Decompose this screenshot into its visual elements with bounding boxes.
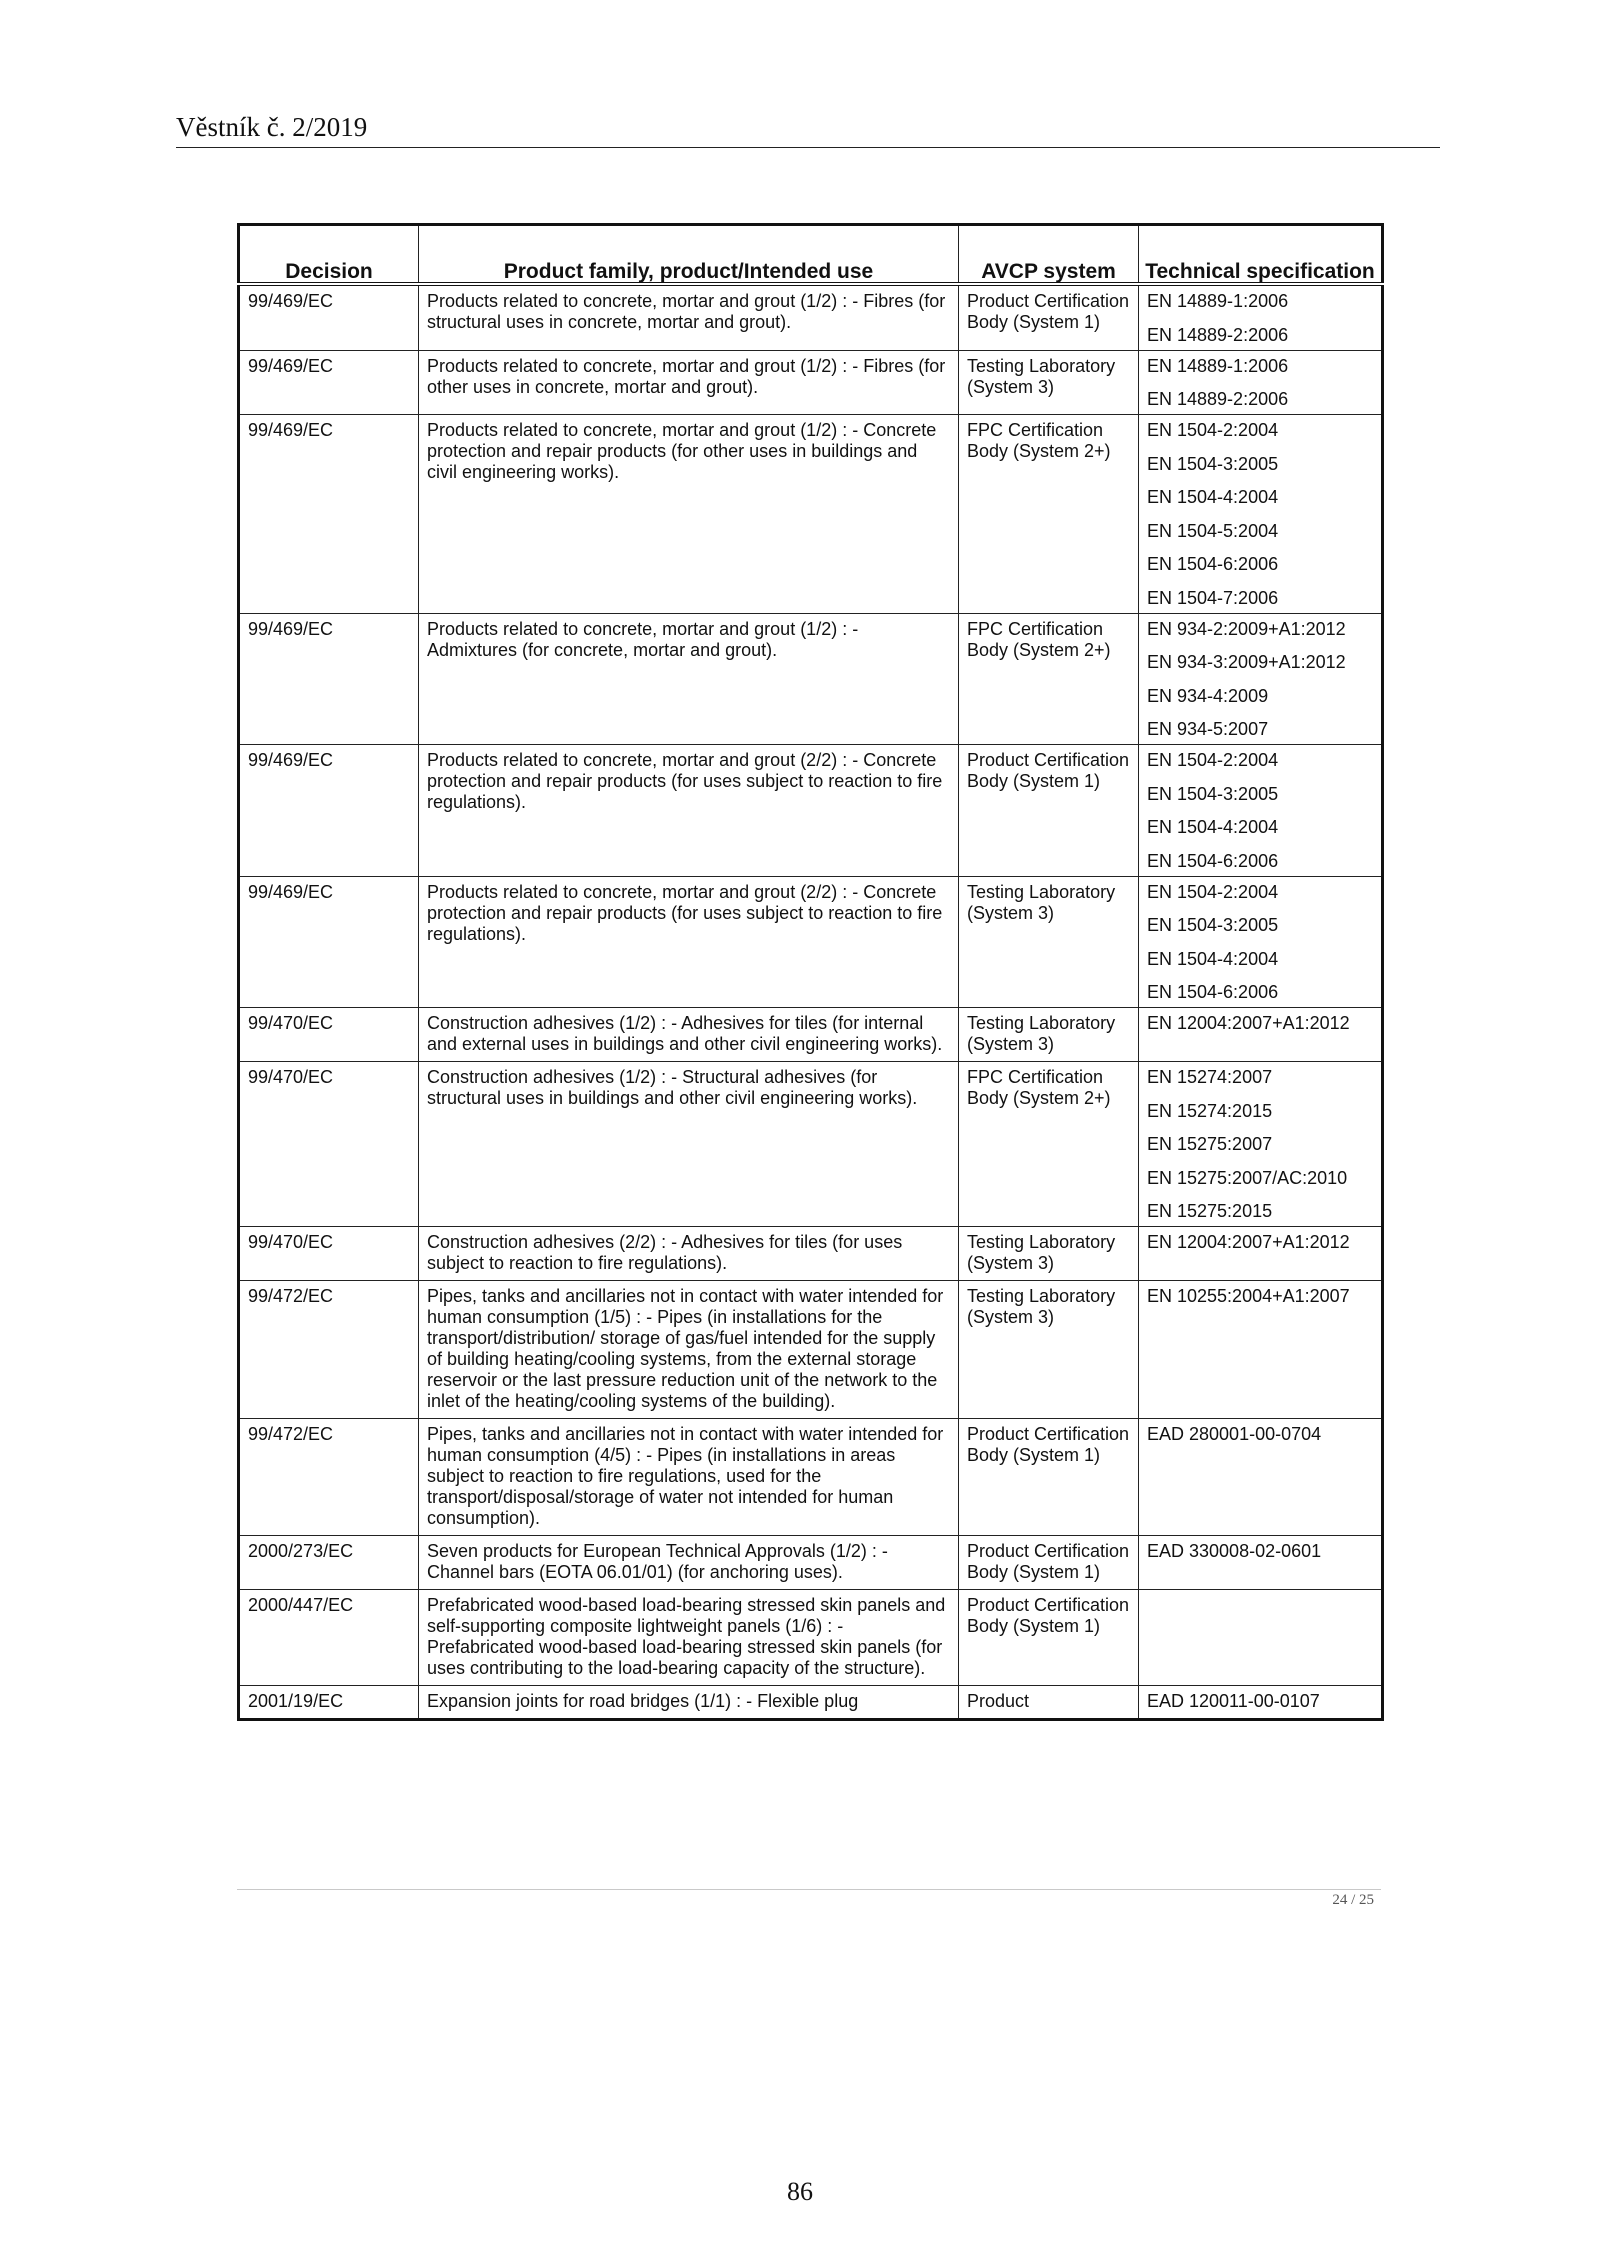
- specification-item: EN 14889-2:2006: [1147, 389, 1289, 409]
- decision-cell: 99/469/EC: [239, 415, 419, 614]
- specification-item: EN 1504-4:2004: [1147, 487, 1279, 507]
- specification-item: EN 15275:2007/AC:2010: [1147, 1167, 1348, 1188]
- avcp-cell: Product Certification Body (System 1): [959, 1590, 1139, 1686]
- specification-item: EN 12004:2007+A1:2012: [1147, 1013, 1350, 1033]
- specification-cell: [1139, 415, 1383, 614]
- specification-cell: [1139, 1281, 1383, 1419]
- table-row: [239, 876, 1383, 1008]
- specification-cell: [1139, 1536, 1383, 1590]
- product-cell: Products related to concrete, mortar and grout (1/2) : - Fibres (for other uses in concrete, mortar and grout).: [419, 350, 959, 415]
- specification-item: EN 15275:2015: [1147, 1201, 1273, 1221]
- product-cell: Products related to concrete, mortar and grout (1/2) : - Fibres (for structural uses in concrete, mortar and grout).: [419, 284, 959, 350]
- decision-cell: 99/470/EC: [239, 1008, 419, 1062]
- specification-item: EN 15274:2015: [1147, 1100, 1273, 1121]
- table-row: [239, 415, 1383, 614]
- avcp-cell: FPC Certification Body (System 2+): [959, 415, 1139, 614]
- decision-cell: 2000/273/EC: [239, 1536, 419, 1590]
- avcp-cell: Product: [959, 1686, 1139, 1720]
- specification-item: EN 934-4:2009: [1147, 685, 1269, 706]
- decision-cell: 99/469/EC: [239, 745, 419, 877]
- product-cell: Seven products for European Technical Approvals (1/2) : - Channel bars (EOTA 06.01/01) (for anchoring uses).: [419, 1536, 959, 1590]
- decision-cell: 2000/447/EC: [239, 1590, 419, 1686]
- specification-item: EN 1504-4:2004: [1147, 817, 1279, 837]
- specification-item: EN 934-3:2009+A1:2012: [1147, 652, 1346, 672]
- page-number: 86: [787, 2177, 813, 2206]
- table-row: [239, 350, 1383, 415]
- specification-item: EN 1504-6:2006: [1147, 850, 1279, 871]
- column-header-specification: Technical specification: [1139, 225, 1383, 285]
- product-cell: Construction adhesives (1/2) : - Adhesives for tiles (for internal and external uses in buildings and other civil engineering works).: [419, 1008, 959, 1062]
- specification-cell: [1139, 1686, 1383, 1720]
- table-row: [239, 1419, 1383, 1536]
- product-cell: Products related to concrete, mortar and grout (2/2) : - Concrete protection and repair products (for uses subject to reaction to fire regulations).: [419, 876, 959, 1008]
- page-count: 24 / 25: [1332, 1892, 1374, 1908]
- product-cell: Products related to concrete, mortar and grout (1/2) : - Concrete protection and repair products (for other uses in buildings and civil engineering works).: [419, 415, 959, 614]
- specification-item: EN 14889-1:2006: [1147, 291, 1289, 311]
- avcp-cell: Product Certification Body (System 1): [959, 1419, 1139, 1536]
- avcp-cell: Product Certification Body (System 1): [959, 1536, 1139, 1590]
- specification-item: EN 15274:2007: [1147, 1067, 1273, 1087]
- specification-cell: [1139, 284, 1383, 350]
- table-row: [239, 613, 1383, 745]
- specification-item: EAD 120011-00-0107: [1147, 1691, 1320, 1711]
- avcp-cell: Testing Laboratory (System 3): [959, 876, 1139, 1008]
- specification-item: EAD 280001-00-0704: [1147, 1424, 1322, 1444]
- decision-cell: 99/469/EC: [239, 284, 419, 350]
- specification-cell: [1139, 1227, 1383, 1281]
- decision-cell: 99/469/EC: [239, 876, 419, 1008]
- specification-item: EN 14889-2:2006: [1147, 324, 1289, 345]
- avcp-cell: FPC Certification Body (System 2+): [959, 1062, 1139, 1227]
- specification-cell: [1139, 876, 1383, 1008]
- specification-cell: [1139, 613, 1383, 745]
- avcp-cell: Product Certification Body (System 1): [959, 284, 1139, 350]
- product-cell: Pipes, tanks and ancillaries not in contact with water intended for human consumption (1/5) : - Pipes (in installations for the transport/distribution/ storage of gas/fuel intended for the supply of building heating/cooling systems, from the external storage reservoir or the last pressure reduction unit of the network to the inlet of the heating/cooling systems of the building).: [419, 1281, 959, 1419]
- product-cell: Products related to concrete, mortar and grout (2/2) : - Concrete protection and repair products (for uses subject to reaction to fire regulations).: [419, 745, 959, 877]
- specification-item: EN 934-5:2007: [1147, 719, 1269, 739]
- avcp-cell: Testing Laboratory (System 3): [959, 1008, 1139, 1062]
- decisions-table: [237, 223, 1384, 1721]
- specification-item: EN 1504-3:2005: [1147, 915, 1279, 935]
- table-row: [239, 1536, 1383, 1590]
- table-row: [239, 1227, 1383, 1281]
- specification-item: EN 10255:2004+A1:2007: [1147, 1286, 1350, 1306]
- specification-item: EAD 330008-02-0601: [1147, 1541, 1322, 1561]
- avcp-cell: Product Certification Body (System 1): [959, 745, 1139, 877]
- footer-divider: [237, 1889, 1381, 1890]
- table-body: [239, 284, 1383, 1720]
- specification-cell: [1139, 1590, 1383, 1686]
- column-header-product: Product family, product/Intended use: [419, 225, 959, 285]
- avcp-cell: Testing Laboratory (System 3): [959, 1227, 1139, 1281]
- specification-item: EN 1504-2:2004: [1147, 420, 1279, 440]
- decision-cell: 2001/19/EC: [239, 1686, 419, 1720]
- specification-item: EN 1504-4:2004: [1147, 948, 1279, 969]
- product-cell: Construction adhesives (1/2) : - Structural adhesives (for structural uses in buildings and other civil engineering works).: [419, 1062, 959, 1227]
- decision-cell: 99/472/EC: [239, 1419, 419, 1536]
- column-header-decision: Decision: [239, 225, 419, 285]
- product-cell: Construction adhesives (2/2) : - Adhesives for tiles (for uses subject to reaction to fire regulations).: [419, 1227, 959, 1281]
- specification-item: EN 1504-3:2005: [1147, 783, 1279, 804]
- specification-item: EN 1504-2:2004: [1147, 750, 1279, 770]
- specification-cell: [1139, 1419, 1383, 1536]
- decision-cell: 99/469/EC: [239, 350, 419, 415]
- specification-item: EN 14889-1:2006: [1147, 355, 1289, 376]
- specification-item: EN 15275:2007: [1147, 1134, 1273, 1154]
- decision-cell: 99/469/EC: [239, 613, 419, 745]
- specification-item: EN 1504-7:2006: [1147, 587, 1279, 608]
- decision-cell: 99/470/EC: [239, 1227, 419, 1281]
- decision-cell: 99/472/EC: [239, 1281, 419, 1419]
- specification-cell: [1139, 1008, 1383, 1062]
- avcp-cell: Testing Laboratory (System 3): [959, 350, 1139, 415]
- table-row: [239, 745, 1383, 877]
- table-row: [239, 1008, 1383, 1062]
- product-cell: Products related to concrete, mortar and grout (1/2) : - Admixtures (for concrete, mortar and grout).: [419, 613, 959, 745]
- running-title: Věstník č. 2/2019: [176, 112, 368, 142]
- table-header-row: [239, 225, 1383, 285]
- table-row: [239, 1590, 1383, 1686]
- specification-cell: [1139, 745, 1383, 877]
- product-cell: Pipes, tanks and ancillaries not in contact with water intended for human consumption (4/5) : - Pipes (in installations in areas subject to reaction to fire regulations, used for the transport/disposal/storage of water not intended for human consumption).: [419, 1419, 959, 1536]
- header-divider: [176, 147, 1440, 148]
- specification-item: EN 1504-6:2006: [1147, 982, 1279, 1002]
- table-row: [239, 1686, 1383, 1720]
- specification-item: EN 1504-3:2005: [1147, 453, 1279, 474]
- product-cell: Prefabricated wood-based load-bearing stressed skin panels and self-supporting composite lightweight panels (1/6) : - Prefabricated wood-based load-bearing stressed skin panels (for uses contributing to the load-bearing capacity of the structure).: [419, 1590, 959, 1686]
- avcp-cell: Testing Laboratory (System 3): [959, 1281, 1139, 1419]
- specification-item: EN 1504-6:2006: [1147, 554, 1279, 574]
- avcp-cell: FPC Certification Body (System 2+): [959, 613, 1139, 745]
- specification-cell: [1139, 350, 1383, 415]
- specification-cell: [1139, 1062, 1383, 1227]
- product-cell: Expansion joints for road bridges (1/1) : - Flexible plug: [419, 1686, 959, 1720]
- table-row: [239, 284, 1383, 350]
- column-header-avcp: AVCP system: [959, 225, 1139, 285]
- specification-item: EN 12004:2007+A1:2012: [1147, 1232, 1350, 1252]
- specification-item: EN 934-2:2009+A1:2012: [1147, 618, 1346, 639]
- table-row: [239, 1062, 1383, 1227]
- table-row: [239, 1281, 1383, 1419]
- decision-cell: 99/470/EC: [239, 1062, 419, 1227]
- specification-item: EN 1504-5:2004: [1147, 520, 1279, 541]
- specification-item: EN 1504-2:2004: [1147, 881, 1279, 902]
